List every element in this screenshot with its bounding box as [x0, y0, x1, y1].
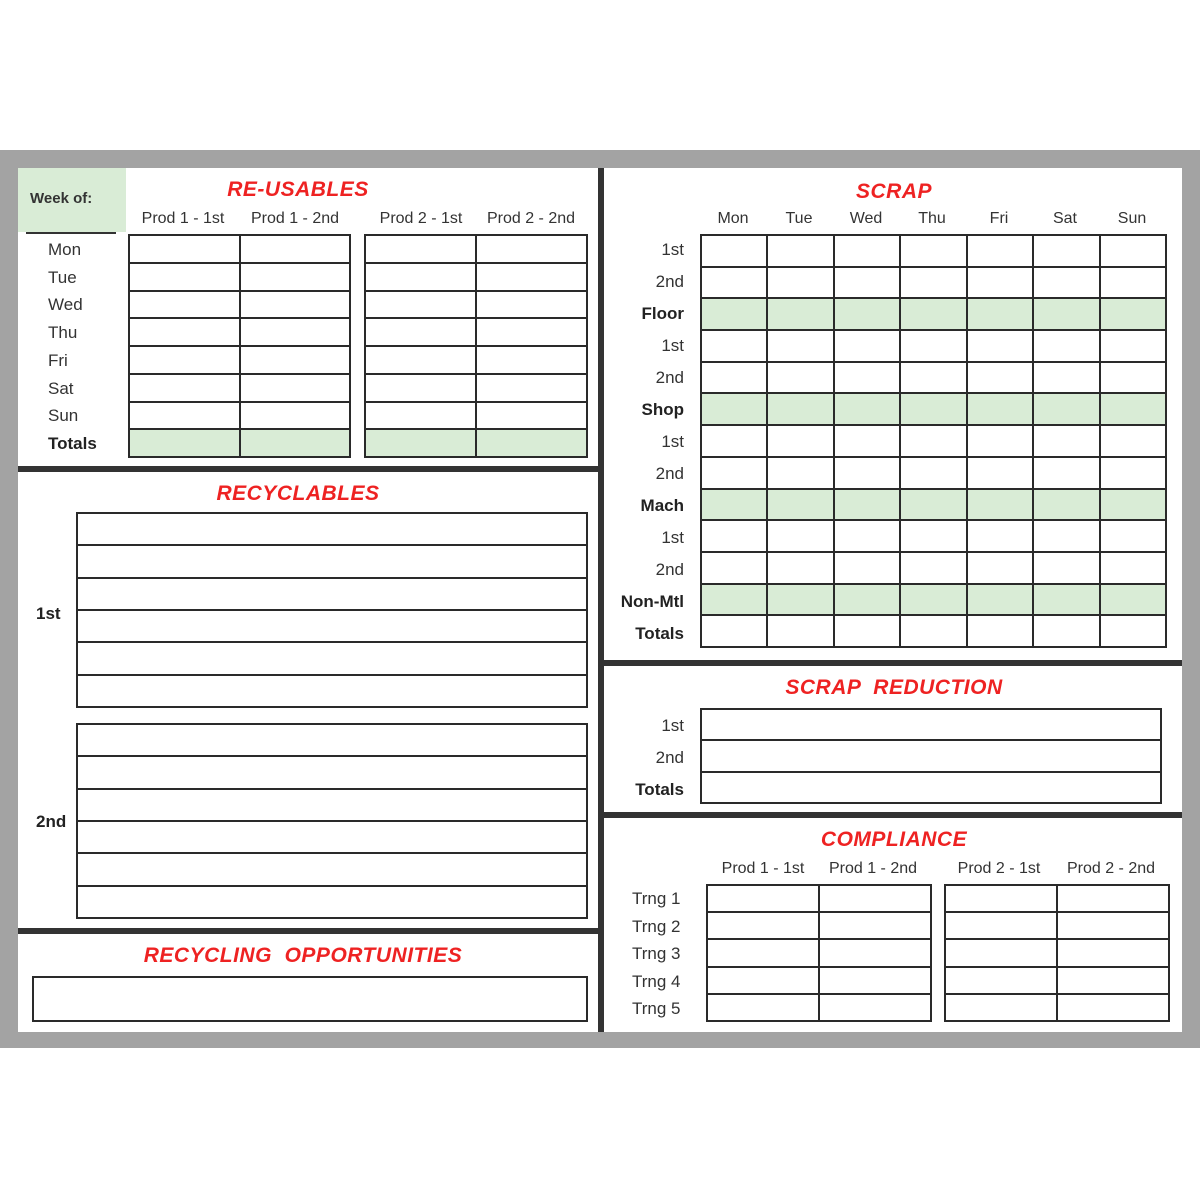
reusables-col-header: Prod 1 - 1st — [141, 210, 225, 227]
scrap-cell[interactable] — [1101, 268, 1165, 298]
scrap-row-label: 1st — [661, 240, 684, 259]
scrap-cell[interactable] — [835, 268, 899, 298]
grid-cell[interactable] — [130, 403, 239, 429]
scrap-cell[interactable] — [1034, 363, 1098, 393]
scrap-day-header: Mon — [717, 210, 749, 227]
compliance-col-header: Prod 1 - 2nd — [828, 860, 918, 877]
grid-cell[interactable] — [130, 292, 239, 318]
compliance-grid-prod1 — [706, 884, 932, 1022]
day-label: Thu — [48, 323, 78, 342]
scrap-row-label: 1st — [661, 432, 684, 451]
scrap-grid — [700, 234, 1167, 648]
scrap-cell[interactable] — [1101, 490, 1165, 520]
write-line[interactable] — [78, 757, 586, 787]
scrap-cell[interactable] — [968, 363, 1032, 393]
day-label: Sun — [48, 406, 79, 425]
scrap-reduction-panel — [604, 666, 1182, 812]
scrap-row-label: Shop — [641, 400, 684, 419]
scrap-cell[interactable] — [835, 331, 899, 361]
grid-cell[interactable] — [708, 913, 818, 938]
grid-cell[interactable] — [130, 375, 239, 401]
day-label: Fri — [48, 351, 68, 370]
scrap-row-label: 2nd — [655, 464, 684, 483]
scrap-cell[interactable] — [1034, 268, 1098, 298]
scrap-cell[interactable] — [901, 363, 965, 393]
scrap-cell[interactable] — [1034, 490, 1098, 520]
scrap-cell[interactable] — [1101, 363, 1165, 393]
grid-cell[interactable] — [708, 940, 818, 965]
scrap-day-header: Thu — [918, 210, 946, 227]
shift-label: 1st — [36, 604, 61, 623]
grid-cell[interactable] — [820, 913, 930, 938]
scrap-cell[interactable] — [768, 363, 832, 393]
grid-cell[interactable] — [130, 319, 239, 345]
scrap-cell[interactable] — [1034, 426, 1098, 456]
scrap-cell[interactable] — [702, 268, 766, 298]
recyclables-grid-1st — [76, 512, 588, 708]
grid-cell[interactable] — [946, 886, 1056, 911]
totals-cell[interactable] — [477, 430, 586, 456]
scrap-cell[interactable] — [702, 616, 766, 646]
grid-cell[interactable] — [820, 886, 930, 911]
scrap-cell[interactable] — [768, 521, 832, 551]
scrap-reduction-title: SCRAP REDUCTION — [785, 676, 1003, 699]
scrap-row-label: Totals — [635, 624, 684, 643]
training-label: Trng 3 — [632, 944, 681, 963]
scrap-cell[interactable] — [1034, 236, 1098, 266]
write-line[interactable] — [78, 676, 586, 706]
grid-cell[interactable] — [366, 347, 475, 373]
reusables-col-header: Prod 1 - 2nd — [250, 210, 340, 227]
scrap-cell[interactable] — [1101, 585, 1165, 615]
scrap-cell[interactable] — [702, 299, 766, 329]
scrap-cell[interactable] — [1034, 521, 1098, 551]
scrap-day-header: Wed — [849, 210, 883, 227]
section-divider — [604, 660, 1182, 666]
shift-label: 2nd — [36, 812, 67, 831]
scrap-row-label: Mach — [640, 496, 684, 515]
compliance-panel — [604, 818, 1182, 1032]
write-line[interactable] — [78, 611, 586, 641]
section-divider — [598, 168, 604, 1032]
reusables-col-header: Prod 2 - 2nd — [486, 210, 576, 227]
scrap-cell[interactable] — [1101, 394, 1165, 424]
scrap-cell[interactable] — [1101, 236, 1165, 266]
day-label: Tue — [48, 268, 77, 287]
scrap-cell[interactable] — [768, 490, 832, 520]
scrap-cell[interactable] — [768, 616, 832, 646]
scrap-reduction-row-label: 2nd — [655, 748, 684, 767]
totals-cell[interactable] — [366, 430, 475, 456]
grid-cell[interactable] — [477, 347, 586, 373]
grid-cell[interactable] — [946, 940, 1056, 965]
training-label: Trng 1 — [632, 889, 681, 908]
scrap-cell[interactable] — [901, 426, 965, 456]
scrap-cell[interactable] — [901, 299, 965, 329]
scrap-cell[interactable] — [835, 616, 899, 646]
grid-cell[interactable] — [708, 995, 818, 1020]
scrap-cell[interactable] — [968, 394, 1032, 424]
write-line[interactable] — [78, 546, 586, 576]
grid-cell[interactable] — [130, 236, 239, 262]
recyclables-panel — [18, 472, 598, 928]
scrap-cell[interactable] — [901, 553, 965, 583]
scrap-row-label: 2nd — [655, 272, 684, 291]
write-line[interactable] — [78, 643, 586, 673]
scrap-cell[interactable] — [1101, 426, 1165, 456]
scrap-cell[interactable] — [768, 553, 832, 583]
reusables-panel — [18, 168, 598, 466]
grid-cell[interactable] — [241, 319, 350, 345]
grid-cell[interactable] — [477, 264, 586, 290]
write-line[interactable] — [702, 773, 1160, 802]
scrap-day-header: Tue — [785, 210, 813, 227]
scrap-cell[interactable] — [835, 426, 899, 456]
scrap-row-label: 1st — [661, 528, 684, 547]
section-divider — [18, 466, 598, 472]
scrap-row-label: 2nd — [655, 560, 684, 579]
scrap-cell[interactable] — [1034, 458, 1098, 488]
scrap-cell[interactable] — [835, 458, 899, 488]
scrap-cell[interactable] — [1101, 299, 1165, 329]
scrap-cell[interactable] — [1101, 521, 1165, 551]
compliance-col-header: Prod 1 - 1st — [721, 860, 805, 877]
scrap-cell[interactable] — [702, 426, 766, 456]
scrap-cell[interactable] — [702, 363, 766, 393]
scrap-cell[interactable] — [901, 458, 965, 488]
grid-cell[interactable] — [241, 403, 350, 429]
day-label: Wed — [48, 295, 83, 314]
scrap-cell[interactable] — [835, 585, 899, 615]
scrap-cell[interactable] — [1034, 553, 1098, 583]
write-line[interactable] — [78, 725, 586, 755]
scrap-cell[interactable] — [968, 268, 1032, 298]
grid-cell[interactable] — [366, 264, 475, 290]
write-line[interactable] — [78, 579, 586, 609]
totals-cell[interactable] — [130, 430, 239, 456]
scrap-cell[interactable] — [702, 458, 766, 488]
week-of-label: Week of: — [30, 190, 93, 207]
grid-cell[interactable] — [820, 940, 930, 965]
scrap-cell[interactable] — [835, 236, 899, 266]
grid-cell[interactable] — [708, 886, 818, 911]
grid-cell[interactable] — [241, 236, 350, 262]
scrap-row-label: Non-Mtl — [620, 592, 684, 611]
write-line[interactable] — [702, 710, 1160, 739]
scrap-cell[interactable] — [1034, 616, 1098, 646]
scrap-cell[interactable] — [1101, 616, 1165, 646]
grid-cell[interactable] — [366, 375, 475, 401]
write-line[interactable] — [702, 741, 1160, 770]
day-label: Mon — [48, 240, 82, 259]
scrap-cell[interactable] — [1034, 585, 1098, 615]
grid-cell[interactable] — [946, 913, 1056, 938]
grid-cell[interactable] — [366, 236, 475, 262]
scrap-day-header: Sat — [1052, 210, 1077, 227]
scrap-reduction-grid — [700, 708, 1162, 804]
scrap-reduction-row-label: 1st — [661, 716, 684, 735]
reusables-grid-prod1 — [128, 234, 351, 458]
grid-cell[interactable] — [130, 347, 239, 373]
grid-cell[interactable] — [1058, 995, 1168, 1020]
grid-cell[interactable] — [1058, 913, 1168, 938]
scrap-cell[interactable] — [968, 236, 1032, 266]
write-line[interactable] — [78, 822, 586, 852]
scrap-cell[interactable] — [835, 363, 899, 393]
grid-cell[interactable] — [130, 264, 239, 290]
grid-cell[interactable] — [477, 403, 586, 429]
week-of-underline[interactable] — [26, 232, 116, 234]
write-line[interactable] — [78, 887, 586, 917]
scrap-cell[interactable] — [1101, 331, 1165, 361]
grid-cell[interactable] — [708, 968, 818, 993]
grid-cell[interactable] — [241, 292, 350, 318]
recyclables-title: RECYCLABLES — [216, 482, 380, 505]
recycling-opportunities-panel — [18, 934, 598, 1032]
scrap-cell[interactable] — [968, 490, 1032, 520]
grid-cell[interactable] — [946, 968, 1056, 993]
scrap-cell[interactable] — [768, 331, 832, 361]
grid-cell[interactable] — [946, 995, 1056, 1020]
section-divider — [18, 928, 598, 934]
scrap-cell[interactable] — [1034, 331, 1098, 361]
compliance-col-header: Prod 2 - 1st — [957, 860, 1041, 877]
scrap-cell[interactable] — [901, 490, 965, 520]
scrap-cell[interactable] — [968, 426, 1032, 456]
scrap-cell[interactable] — [901, 585, 965, 615]
scrap-cell[interactable] — [768, 268, 832, 298]
grid-cell[interactable] — [1058, 886, 1168, 911]
reusables-title: RE-USABLES — [227, 178, 369, 201]
scrap-cell[interactable] — [702, 490, 766, 520]
reusables-grid-prod2 — [364, 234, 588, 458]
scrap-cell[interactable] — [1034, 394, 1098, 424]
write-line[interactable] — [78, 854, 586, 884]
day-label: Sat — [48, 379, 74, 398]
scrap-cell[interactable] — [835, 553, 899, 583]
compliance-col-header: Prod 2 - 2nd — [1066, 860, 1156, 877]
recyclables-grid-2nd — [76, 723, 588, 919]
grid-cell[interactable] — [477, 292, 586, 318]
scrap-cell[interactable] — [1101, 458, 1165, 488]
scrap-day-header: Sun — [1117, 210, 1147, 227]
grid-cell[interactable] — [241, 347, 350, 373]
training-label: Trng 5 — [632, 999, 681, 1018]
scrap-cell[interactable] — [702, 521, 766, 551]
scrap-day-header: Fri — [989, 210, 1009, 227]
scrap-row-label: 1st — [661, 336, 684, 355]
scrap-cell[interactable] — [968, 331, 1032, 361]
scrap-cell[interactable] — [901, 394, 965, 424]
scrap-row-label: 2nd — [655, 368, 684, 387]
section-divider — [604, 812, 1182, 818]
scrap-panel — [604, 168, 1182, 660]
scrap-row-label: Floor — [641, 304, 684, 323]
reusables-col-header: Prod 2 - 1st — [379, 210, 463, 227]
scrap-title: SCRAP — [855, 180, 932, 203]
scrap-cell[interactable] — [901, 236, 965, 266]
scrap-cell[interactable] — [901, 331, 965, 361]
scrap-cell[interactable] — [968, 553, 1032, 583]
scrap-reduction-row-label: Totals — [635, 780, 684, 799]
scrap-cell[interactable] — [768, 426, 832, 456]
write-line[interactable] — [78, 790, 586, 820]
grid-cell[interactable] — [477, 375, 586, 401]
scrap-cell[interactable] — [835, 490, 899, 520]
write-line[interactable] — [34, 978, 586, 1020]
grid-cell[interactable] — [1058, 940, 1168, 965]
scrap-cell[interactable] — [835, 394, 899, 424]
grid-cell[interactable] — [366, 292, 475, 318]
write-line[interactable] — [78, 514, 586, 544]
scrap-cell[interactable] — [768, 299, 832, 329]
grid-cell[interactable] — [241, 264, 350, 290]
training-label: Trng 4 — [632, 972, 681, 991]
grid-cell[interactable] — [241, 375, 350, 401]
totals-cell[interactable] — [241, 430, 350, 456]
grid-cell[interactable] — [366, 319, 475, 345]
scrap-cell[interactable] — [702, 553, 766, 583]
compliance-grid-prod2 — [944, 884, 1170, 1022]
scrap-cell[interactable] — [901, 268, 965, 298]
scrap-cell[interactable] — [968, 458, 1032, 488]
recycling-opportunities-title: RECYCLING OPPORTUNITIES — [143, 944, 463, 967]
scrap-cell[interactable] — [702, 585, 766, 615]
scrap-cell[interactable] — [768, 394, 832, 424]
grid-cell[interactable] — [366, 403, 475, 429]
scrap-cell[interactable] — [1034, 299, 1098, 329]
scrap-cell[interactable] — [768, 585, 832, 615]
scrap-cell[interactable] — [901, 616, 965, 646]
grid-cell[interactable] — [477, 319, 586, 345]
scrap-cell[interactable] — [702, 331, 766, 361]
scrap-cell[interactable] — [702, 236, 766, 266]
scrap-cell[interactable] — [901, 521, 965, 551]
scrap-cell[interactable] — [768, 236, 832, 266]
grid-cell[interactable] — [820, 968, 930, 993]
grid-cell[interactable] — [820, 995, 930, 1020]
scrap-cell[interactable] — [768, 458, 832, 488]
totals-label: Totals — [48, 434, 97, 453]
grid-cell[interactable] — [477, 236, 586, 262]
scrap-cell[interactable] — [702, 394, 766, 424]
scrap-cell[interactable] — [968, 521, 1032, 551]
grid-cell[interactable] — [1058, 968, 1168, 993]
recycling-opportunities-box — [32, 976, 588, 1022]
compliance-title: COMPLIANCE — [820, 828, 968, 851]
training-label: Trng 2 — [632, 917, 681, 936]
scrap-cell[interactable] — [968, 616, 1032, 646]
scrap-cell[interactable] — [835, 521, 899, 551]
scrap-cell[interactable] — [968, 585, 1032, 615]
scrap-cell[interactable] — [968, 299, 1032, 329]
scrap-cell[interactable] — [1101, 553, 1165, 583]
scrap-cell[interactable] — [835, 299, 899, 329]
